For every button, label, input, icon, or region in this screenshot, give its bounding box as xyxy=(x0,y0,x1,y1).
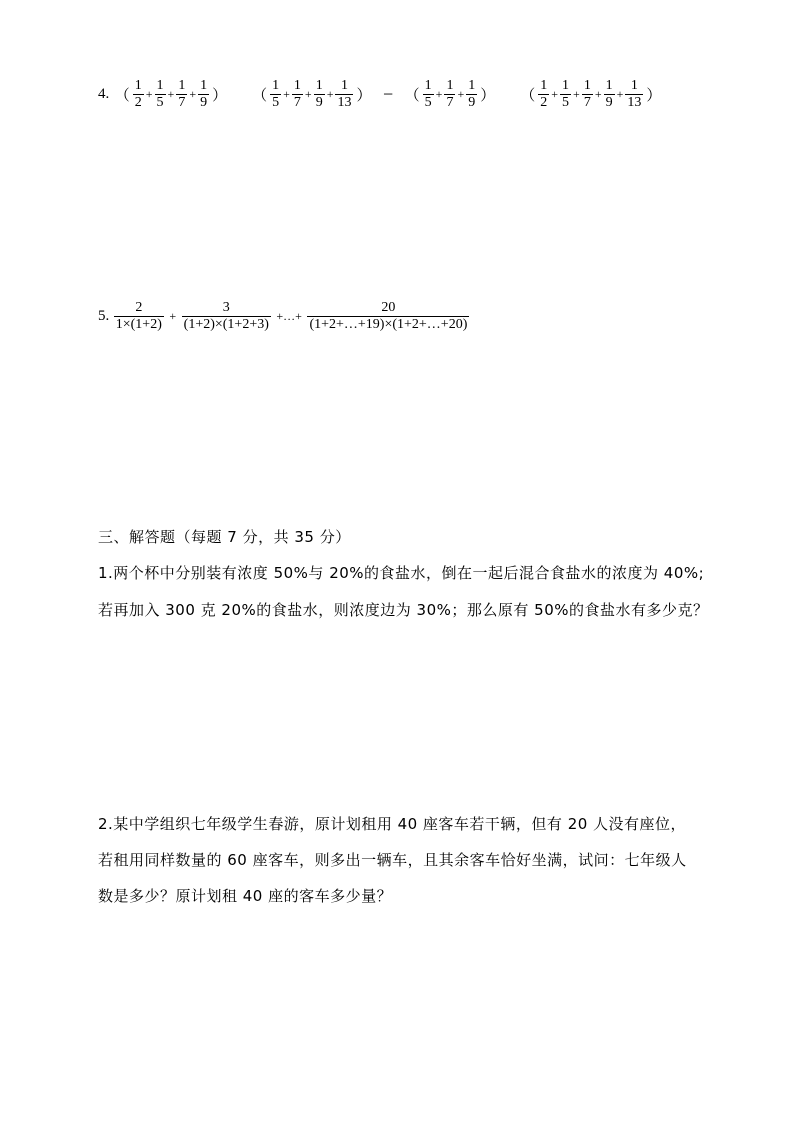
fraction xyxy=(155,78,166,111)
plus-sign: + xyxy=(457,87,465,101)
question-1-line-1: 1.两个杯中分别装有浓度 50%与 20%的食盐水，倒在一起后混合食盐水的浓度为 40%; xyxy=(98,564,705,582)
fraction-numerator: 1 xyxy=(293,78,301,93)
right-paren: ） xyxy=(480,88,496,104)
fraction-numerator: 1 xyxy=(178,78,186,93)
fraction-denominator: 5 xyxy=(156,95,164,110)
fraction-denominator: 5 xyxy=(272,95,280,110)
fraction xyxy=(604,78,615,111)
fraction xyxy=(133,78,144,111)
plus-sign: + xyxy=(551,87,559,101)
fraction xyxy=(198,78,209,111)
left-paren: （ xyxy=(252,88,268,104)
fraction xyxy=(582,78,593,111)
fraction xyxy=(560,78,571,111)
fraction-denominator: 5 xyxy=(424,95,432,110)
left-paren: （ xyxy=(520,88,536,104)
plus-sign: + xyxy=(283,87,290,101)
right-paren: ） xyxy=(212,88,228,104)
plus-sign: + xyxy=(304,87,312,101)
fraction-denominator: 9 xyxy=(200,95,208,110)
question-2-line-3: 数是多少？原计划租 40 座的客车多少量？ xyxy=(98,887,393,905)
fraction-numerator: 1 xyxy=(562,78,570,93)
plus-sign: + xyxy=(616,87,624,101)
fraction-denominator: 7 xyxy=(583,95,591,110)
fraction-denominator: 9 xyxy=(315,95,323,110)
problem-5-number: 5. xyxy=(98,308,110,324)
fraction xyxy=(444,78,455,111)
question-1-line-2: 若再加入 300 克 20%的食盐水，则浓度边为 30%；那么原有 50%的食盐水有多少克？ xyxy=(98,601,709,619)
fraction-numerator: 1 xyxy=(272,78,280,93)
left-paren: （ xyxy=(114,88,130,104)
fraction-numerator: 1 xyxy=(335,78,353,95)
fraction-numerator: 2 xyxy=(114,300,164,317)
fraction-denominator: 7 xyxy=(293,95,301,110)
minus-sign: − xyxy=(383,84,394,104)
fraction-numerator: 1 xyxy=(315,78,323,93)
fraction-numerator: 1 xyxy=(446,78,454,93)
ellipsis: +…+ xyxy=(276,309,302,323)
fraction-denominator: 9 xyxy=(468,95,476,110)
fraction-denominator: 7 xyxy=(446,95,454,110)
problem-4-number: 4. xyxy=(98,86,110,102)
fraction-denominator: 1×(1+2) xyxy=(115,317,162,332)
plus-sign: + xyxy=(167,87,175,101)
fraction-numerator: 1 xyxy=(540,78,548,93)
fraction-denominator: 5 xyxy=(562,95,570,110)
fraction-denominator: 2 xyxy=(540,95,548,110)
group-4 xyxy=(518,78,663,110)
left-paren: （ xyxy=(404,88,420,104)
fraction xyxy=(423,78,434,111)
fraction xyxy=(625,78,643,111)
plus-sign: + xyxy=(573,87,580,101)
fraction xyxy=(538,78,549,111)
group-2 xyxy=(250,78,373,110)
fraction-denominator: (1+2+…+19)×(1+2+…+20) xyxy=(309,317,468,332)
plus-sign: + xyxy=(145,87,153,101)
fraction-denominator: 2 xyxy=(134,95,142,110)
plus-sign: + xyxy=(189,87,197,101)
group-3 xyxy=(403,78,498,110)
fraction xyxy=(335,78,353,111)
fraction-term-1 xyxy=(114,300,164,333)
right-paren: ） xyxy=(646,88,662,104)
fraction-numerator: 1 xyxy=(625,78,643,95)
fraction xyxy=(270,78,281,111)
fraction-denominator: (1+2)×(1+2+3) xyxy=(183,317,269,332)
fraction-denominator: 13 xyxy=(627,95,642,110)
fraction-numerator: 1 xyxy=(583,78,591,93)
fraction-term-2 xyxy=(182,300,271,333)
fraction-numerator: 1 xyxy=(200,78,208,93)
fraction-term-3 xyxy=(307,300,469,333)
fraction xyxy=(314,78,325,111)
right-paren: ） xyxy=(356,88,372,104)
fraction xyxy=(292,78,303,111)
problem-4 xyxy=(98,78,663,111)
plus-sign: + xyxy=(435,87,443,101)
fraction-numerator: 20 xyxy=(307,300,469,317)
question-2-line-2: 若租用同样数量的 60 座客车，则多出一辆车，且其余客车恰好坐满，试问：七年级人 xyxy=(98,851,687,869)
fraction-denominator: 9 xyxy=(605,95,613,110)
section-3-heading: 三、解答题（每题 7 分，共 35 分） xyxy=(98,528,351,546)
plus-sign: + xyxy=(594,87,602,101)
fraction xyxy=(176,78,187,111)
fraction-numerator: 1 xyxy=(156,78,164,93)
fraction-numerator: 1 xyxy=(424,78,432,93)
fraction-numerator: 1 xyxy=(605,78,613,93)
fraction xyxy=(466,78,477,111)
fraction-numerator: 1 xyxy=(468,78,476,93)
fraction-numerator: 1 xyxy=(134,78,142,93)
group-1 xyxy=(113,78,229,110)
plus-sign: + xyxy=(326,87,334,101)
problem-5 xyxy=(98,300,470,333)
fraction-denominator: 7 xyxy=(178,95,186,110)
fraction-denominator: 13 xyxy=(337,95,352,110)
plus-sign: + xyxy=(169,309,177,323)
question-2-line-1: 2.某中学组织七年级学生春游，原计划租用 40 座客车若干辆，但有 20 人没有座位， xyxy=(98,815,687,833)
fraction-numerator: 3 xyxy=(182,300,271,317)
